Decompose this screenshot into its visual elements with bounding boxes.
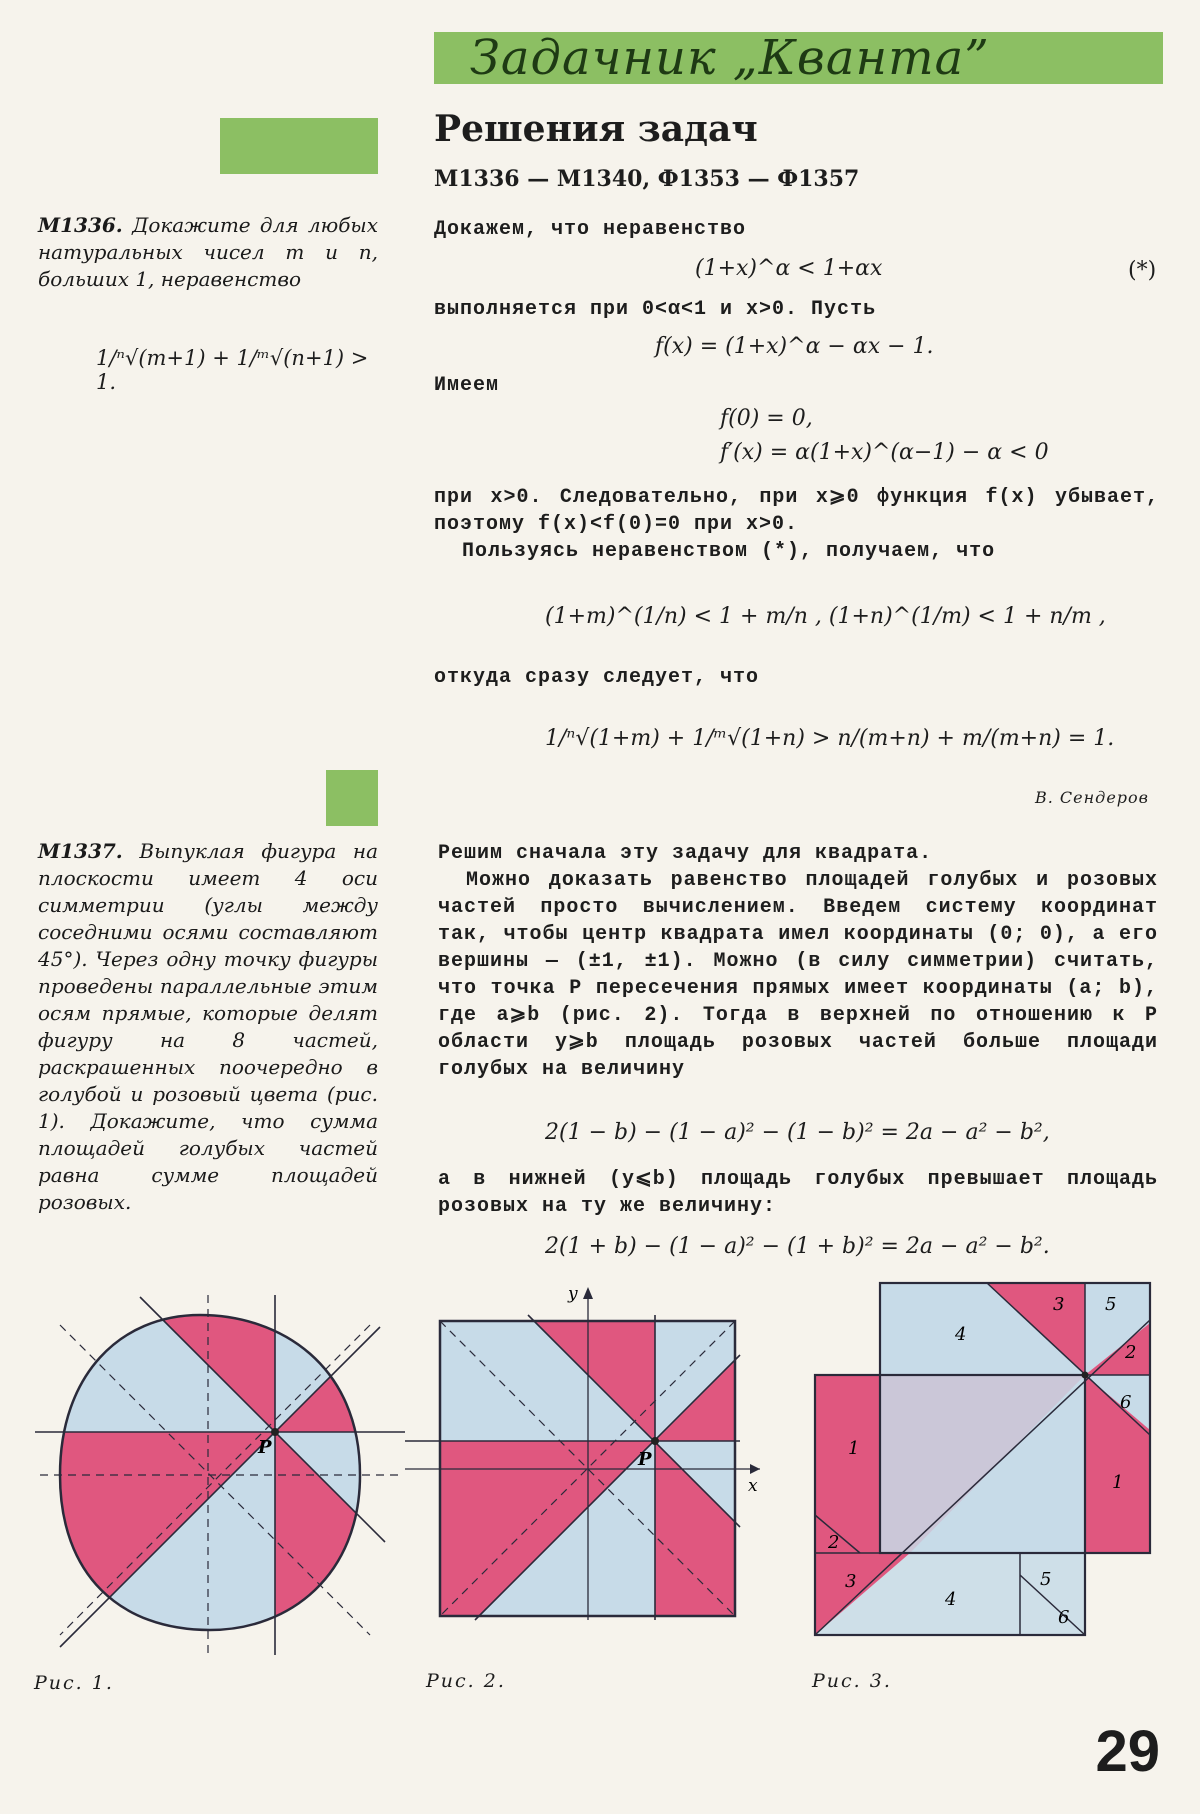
fig2-point-p (651, 1437, 659, 1445)
fig2-point-label: P (638, 1449, 652, 1470)
m1336-sol-p3: Имеем (434, 374, 500, 397)
page-number: 29 (1095, 1719, 1160, 1784)
fig1-caption: Рис. 1. (34, 1672, 114, 1694)
figure-3 (800, 1275, 1170, 1645)
m1336-sol-p6: откуда сразу следует, что (434, 666, 760, 689)
fig1-point-label: P (258, 1437, 272, 1458)
m1337-sol-p1: Решим сначала эту задачу для квадрата. (438, 842, 933, 865)
figure-2 (400, 1275, 780, 1625)
fig2-x-label: x (748, 1476, 758, 1496)
m1337-problem-text: Выпуклая фигура на плоскости имеет 4 оси симметрии (углы между соседними осями составляют 45°). Через одну точку фигуры проведены параллельные этим осям прямые, которые делят фигуру на 8 частей, раскрашенных поочередно в голубой и розовый цвета (рис. 1). Докажите, что сумма площадей голубых частей равна сумме площадей розовых. (38, 839, 378, 1214)
fig1-point-p (271, 1428, 279, 1436)
m1336-sol-p2: выполняется при 0<α<1 и x>0. Пусть (434, 298, 877, 321)
star-mark: (*) (1128, 258, 1157, 283)
fig3-caption: Рис. 3. (812, 1670, 892, 1692)
fig3-label-3b: 3 (845, 1571, 857, 1592)
green-marker-1 (220, 118, 378, 174)
m1336-label: М1336. (38, 213, 123, 237)
m1336-problem-formula: 1/ⁿ√(m+1) + 1/ᵐ√(n+1) > 1. (96, 346, 369, 394)
m1336-eq-fprime: f′(x) = α(1+x)^(α−1) − α < 0 (720, 440, 1049, 465)
fig3-label-4b: 4 (945, 1589, 957, 1610)
fig3-label-6b: 6 (1058, 1607, 1070, 1628)
fig3-label-2b: 2 (828, 1532, 840, 1553)
fig3-label-1b: 1 (848, 1438, 860, 1459)
m1336-sol-p1: Докажем, что неравенство (434, 218, 747, 241)
fig3-label-6a: 6 (1120, 1392, 1132, 1413)
m1336-eq-star: (1+x)^α < 1+αx (695, 256, 883, 281)
fig3-label-2a: 2 (1125, 1342, 1137, 1363)
magazine-title: Задачник „Кванта” (470, 30, 990, 86)
m1337-sol-p2: Можно доказать равенство площадей голубых и розовых частей просто вычислением. Введем систему координат так, чтобы центр квадрата имел координаты (0; 0), а его вершины — (±1, ±1). Можно (в силу симметрии) считать, что точка P пересечения прямых имеет координаты (a; b), где a⩾b (рис. 2). Тогда в верхней по отношению к P области y⩾b площадь розовых частей больше площади голубых на величину (438, 869, 1158, 1081)
fig2-y-arrow (583, 1287, 593, 1299)
fig3-label-5b: 5 (1040, 1569, 1052, 1590)
m1336-eq-f0: f(0) = 0, (720, 406, 813, 431)
fig2-y-label: y (568, 1284, 578, 1304)
fig2-caption: Рис. 2. (426, 1670, 506, 1692)
fig3-label-1a: 1 (1112, 1472, 1124, 1493)
fig3-label-3a: 3 (1053, 1294, 1065, 1315)
green-marker-2 (326, 770, 378, 826)
page-subtitle: М1336 — М1340, Ф1353 — Ф1357 (434, 166, 860, 192)
m1336-sol-p4: при x>0. Следовательно, при x⩾0 функция f(x) убывает, поэтому f(x)<f(0)=0 при x>0. (434, 486, 1159, 536)
figure-1 (30, 1285, 410, 1665)
m1336-author: В. Сендеров (1035, 788, 1149, 807)
m1336-eq-ineq: (1+m)^(1/n) < 1 + m/n , (1+n)^(1/m) < 1 + n/m , (545, 604, 1106, 629)
m1336-problem (38, 212, 378, 293)
m1336-problem-text: Докажите для любых натуральных чисел m и n, больших 1, неравенство (38, 213, 378, 291)
m1336-eq-f: f(x) = (1+x)^α − αx − 1. (655, 334, 934, 359)
m1337-problem (38, 838, 378, 1216)
fig3-label-5a: 5 (1105, 1294, 1117, 1315)
m1336-sol-p5: Пользуясь неравенством (*), получаем, что (462, 540, 996, 563)
m1337-label: М1337. (38, 839, 123, 863)
m1337-eq1: 2(1 − b) − (1 − a)² − (1 − b)² = 2a − a² − b², (545, 1120, 1050, 1145)
fig2-x-arrow (750, 1464, 760, 1474)
m1337-eq2: 2(1 + b) − (1 − a)² − (1 + b)² = 2a − a² − b². (545, 1234, 1050, 1259)
fig3-point (1082, 1372, 1089, 1379)
page-title: Решения задач (434, 108, 758, 150)
fig3-label-4a: 4 (955, 1324, 967, 1345)
m1336-eq-final: 1/ⁿ√(1+m) + 1/ᵐ√(1+n) > n/(m+n) + m/(m+n) = 1. (545, 726, 1115, 751)
m1337-sol-p3: а в нижней (y⩽b) площадь голубых превышает площадь розовых на ту же величину: (438, 1168, 1158, 1218)
